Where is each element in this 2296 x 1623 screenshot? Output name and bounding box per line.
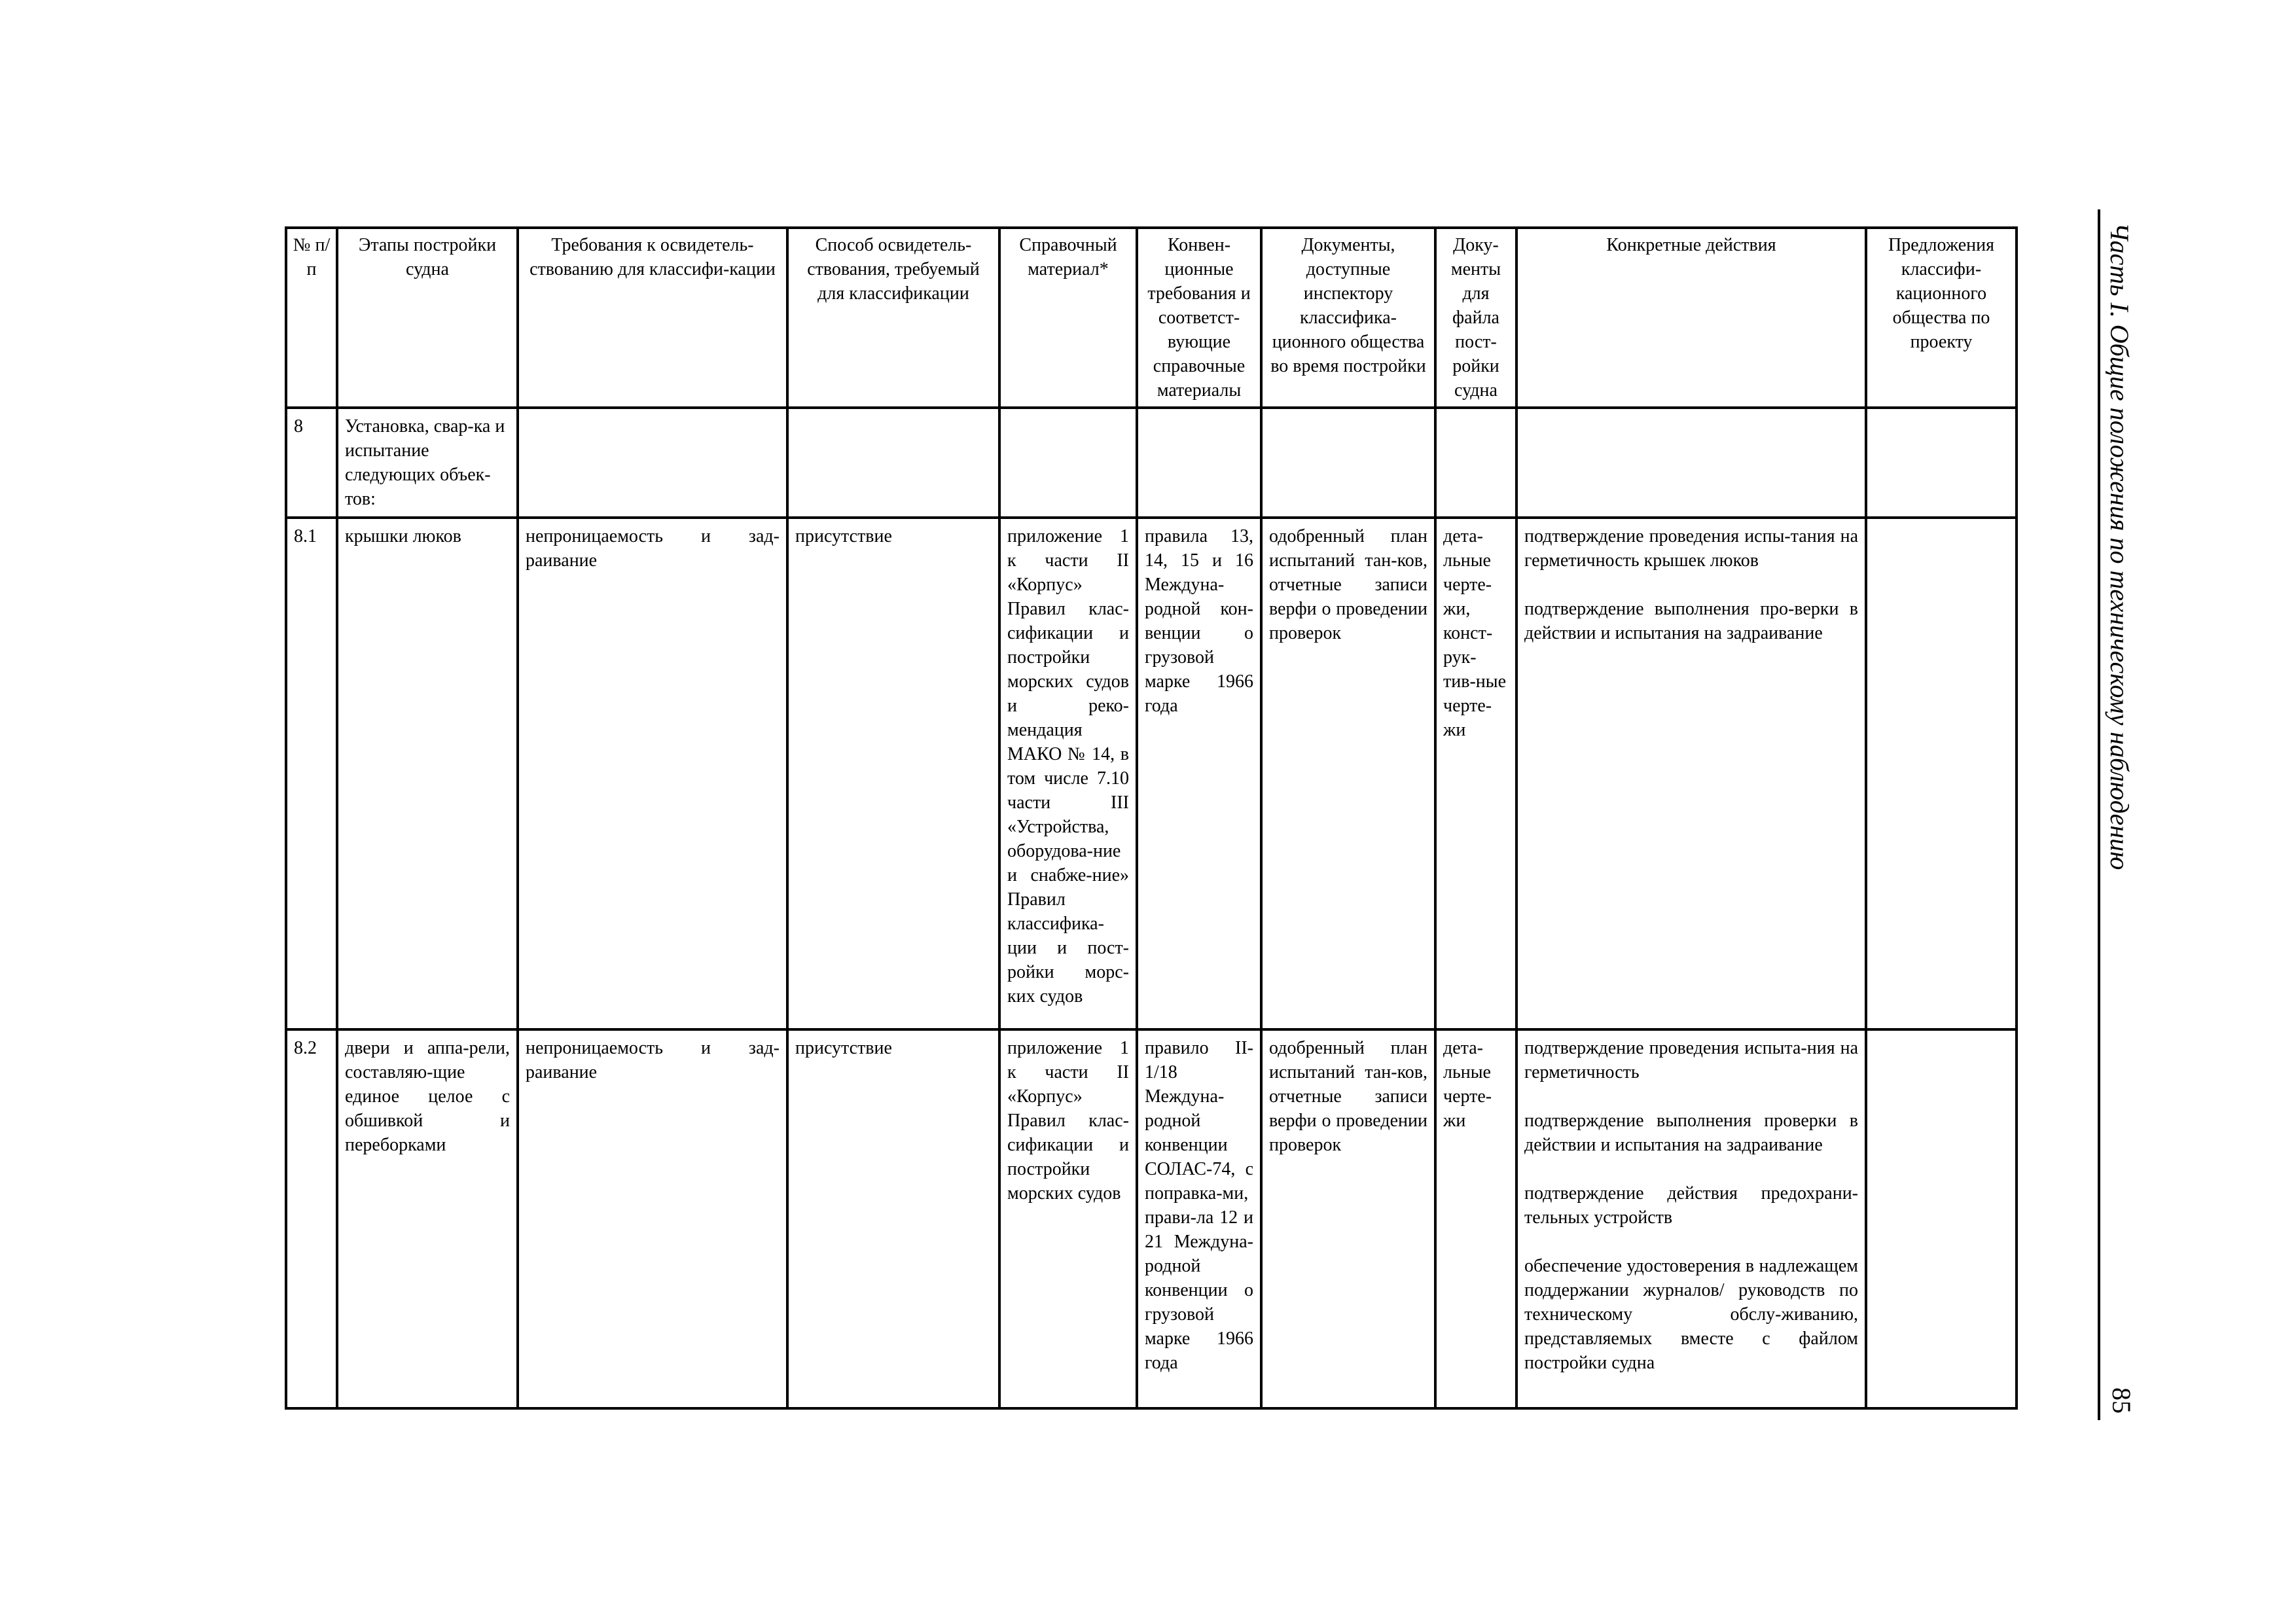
row-requirement: непроницаемость и зад-раивание [518, 1029, 787, 1408]
row-requirement: непроницаемость и зад-раивание [518, 518, 787, 1029]
row-number: 8.1 [286, 518, 337, 1029]
row-proposals [1866, 518, 2017, 1029]
header-method: Способ освидетель-ствования, требуемый для классификации [787, 228, 999, 408]
page-number: 85 [2107, 1387, 2136, 1414]
action-item: подтверждение выполнения проверки в действии и испытания на задраивание [1524, 1111, 1858, 1155]
row-reference: приложение 1 к части II «Корпус» Правил клас-сификации и постройки морских судов [999, 1029, 1137, 1408]
header-reference: Справочный материал* [999, 228, 1137, 408]
row-method: присутствие [787, 518, 999, 1029]
action-item: подтверждение действия предохрани-тельных устройств [1524, 1183, 1858, 1228]
header-requirement: Требования к освидетель-ствованию для классифи-кации [518, 228, 787, 408]
row-actions [1516, 518, 1866, 1029]
row-stage: крышки люков [337, 518, 518, 1029]
row-number: 8.2 [286, 1029, 337, 1408]
row-documents: одобренный план испытаний тан-ков, отчетные записи верфи о проведении проверок [1261, 518, 1435, 1029]
running-title: Часть I. Общие положения по техническому наблюдению [2105, 223, 2134, 870]
section-number: 8 [286, 408, 337, 518]
header-file-docs: Доку-менты для файла пост-ройки судна [1435, 228, 1516, 408]
action-item: обеспечение удостоверения в надлежащем поддержании журналов/ руководств по техническому обслу-живанию, представляемых вместе с файлом постройки судна [1524, 1256, 1858, 1373]
row-actions [1516, 1029, 1866, 1408]
table-row [286, 1029, 2017, 1408]
row-reference: приложение 1 к части II «Корпус» Правил клас-сификации и постройки морских судов и реко-мендация МАКО № 14, в том числе 7.10 части III «Устройства, оборудова-ние и снабже-ние» Правил классифика-ции и пост-ройки морс-ких судов [999, 518, 1137, 1029]
header-proposals: Предложения классифи-кационного общества по проекту [1866, 228, 2017, 408]
action-item: подтверждение выполнения про-верки в действии и испытания на задраивание [1524, 599, 1858, 643]
row-documents: одобренный план испытаний тан-ков, отчетные записи верфи о проведении проверок [1261, 1029, 1435, 1408]
header-row [286, 228, 2017, 408]
side-rule [2098, 209, 2100, 1420]
survey-table [285, 226, 2018, 1410]
row-proposals [1866, 1029, 2017, 1408]
row-convention: правила 13, 14, 15 и 16 Междуна-родной кон-венции о грузовой марке 1966 года [1137, 518, 1261, 1029]
header-number: № п/п [286, 228, 337, 408]
row-file-docs: дета-льные черте-жи, конст-рук-тив-ные черте-жи [1435, 518, 1516, 1029]
header-actions: Конкретные действия [1516, 228, 1866, 408]
row-file-docs: дета-льные черте-жи [1435, 1029, 1516, 1408]
row-stage: двери и аппа-рели, составляю-щие единое целое с обшивкой и переборками [337, 1029, 518, 1408]
header-stage: Этапы постройки судна [337, 228, 518, 408]
header-convention: Конвен-ционные требования и соответст-вующие справочные материалы [1137, 228, 1261, 408]
row-method: присутствие [787, 1029, 999, 1408]
action-item: подтверждение проведения испыта-ния на герметичность [1524, 1038, 1858, 1082]
header-documents: Документы, доступные инспектору классифика-ционного общества во время постройки [1261, 228, 1435, 408]
action-item: подтверждение проведения испы-тания на герметичность крышек люков [1524, 526, 1858, 571]
table-row [286, 518, 2017, 1029]
section-title: Установка, свар-ка и испытание следующих объек-тов: [337, 408, 518, 518]
section-row [286, 408, 2017, 518]
row-convention: правило II-1/18 Междуна-родной конвенции СОЛАС-74, с поправка-ми, прави-ла 12 и 21 Междуна-родной конвенции о грузовой марке 1966 года [1137, 1029, 1261, 1408]
